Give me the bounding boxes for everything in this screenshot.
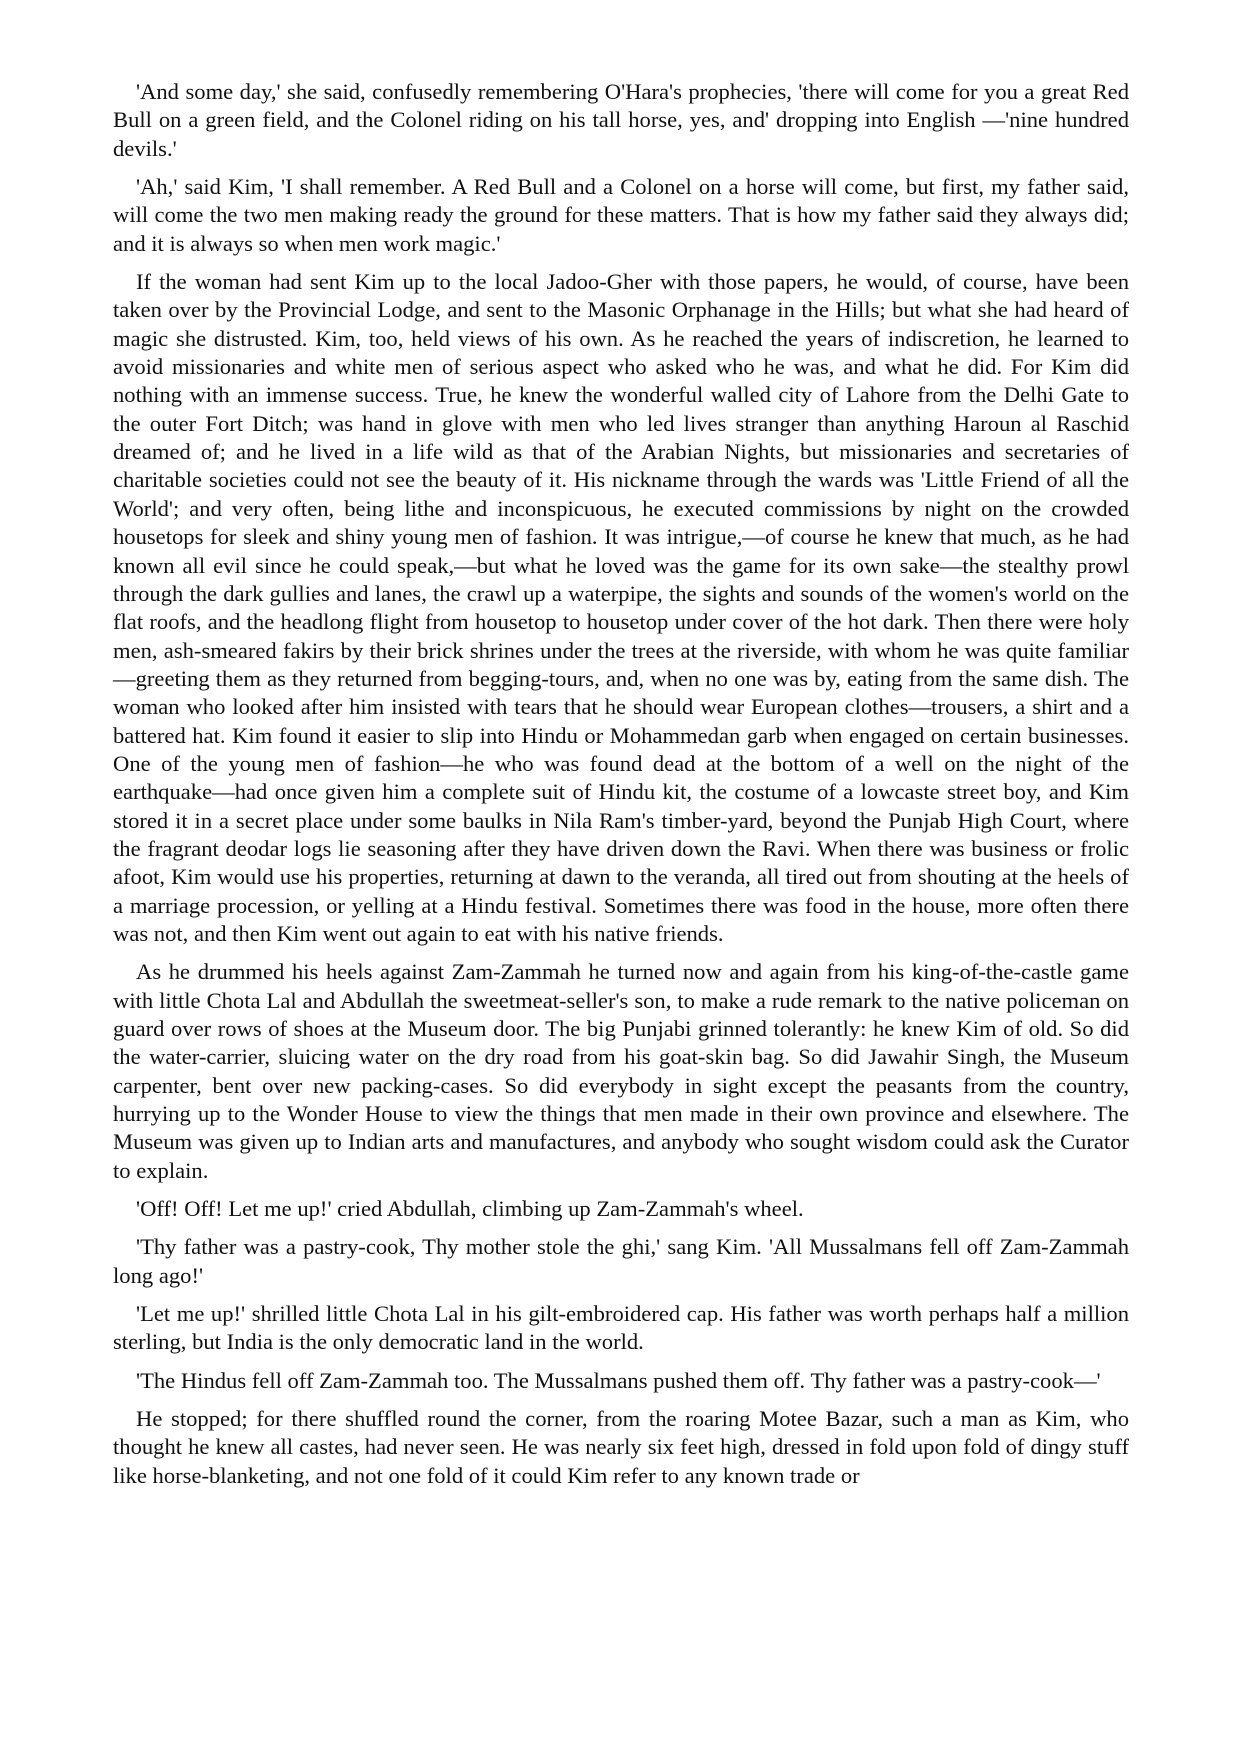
paragraph: He stopped; for there shuffled round the corner, from the roaring Motee Bazar, such a man as Kim, who thought he knew all castes, had never seen. He was nearly six feet high, dressed in fold upon fold of dingy stuff like horse-blanketing, and not one fold of it could Kim refer to any known trade or (113, 1406, 1129, 1488)
paragraph: If the woman had sent Kim up to the local Jadoo-Gher with those papers, he would, of course, have been taken over by the Provincial Lodge, and sent to the Masonic Orphanage in the Hills; but what she had heard of magic she distrusted. Kim, too, held views of his own. As he reached the years of indiscretion, he learned to avoid missionaries and white men of serious aspect who asked who he was, and what he did. For Kim did nothing with an immense success. True, he knew the wonderful walled city of Lahore from the Delhi Gate to the outer Fort Ditch; was hand in glove with men who led lives stranger than anything Haroun al Raschid dreamed of; and he lived in a life wild as that of the Arabian Nights, but missionaries and secretaries of charitable societies could not see the beauty of it. His nickname through the wards was 'Little Friend of all the World'; and very often, being lithe and inconspicuous, he executed commissions by night on the crowded housetops for sleek and shiny young men of fashion. It was intrigue,—of course he knew that much, as he had known all evil since he could speak,—but what he loved was the game for its own sake—the stealthy prowl through the dark gullies and lanes, the crawl up a waterpipe, the sights and sounds of the women's world on the flat roofs, and the headlong flight from housetop to housetop under cover of the hot dark. Then there were holy men, ash-smeared fakirs by their brick shrines under the trees at the riverside, with whom he was quite familiar—greeting them as they returned from begging-tours, and, when no one was by, eating from the same dish. The woman who looked after him insisted with tears that he should wear European clothes—trousers, a shirt and a battered hat. Kim found it easier to slip into Hindu or Mohammedan garb when engaged on certain businesses. One of the young men of fashion—he who was found dead at the bottom of a well on the night of the earthquake—had once given him a complete suit of Hindu kit, the costume of a lowcaste street boy, and Kim stored it in a secret place under some baulks in Nila Ram's timber-yard, beyond the Punjab High Court, where the fragrant deodar logs lie seasoning after they have driven down the Ravi. When there was business or frolic afoot, Kim would use his properties, returning at dawn to the veranda, all tired out from shouting at the heels of a marriage procession, or yelling at a Hindu festival. Sometimes there was food in the house, more often there was not, and then Kim went out again to eat with his native friends. (113, 269, 1129, 946)
paragraph: 'Off! Off! Let me up!' cried Abdullah, climbing up Zam-Zammah's wheel. (136, 1196, 804, 1222)
paragraph: 'Let me up!' shrilled little Chota Lal in his gilt-embroidered cap. His father was worth perhaps half a million sterling, but India is the only democratic land in the world. (113, 1301, 1129, 1355)
book-page (113, 78, 1129, 1490)
paragraph: 'And some day,' she said, confusedly remembering O'Hara's prophecies, 'there will come for you a great Red Bull on a green field, and the Colonel riding on his tall horse, yes, and' dropping into English —'nine hundred devils.' (113, 79, 1129, 161)
paragraph: 'Ah,' said Kim, 'I shall remember. A Red Bull and a Colonel on a horse will come, but first, my father said, will come the two men making ready the ground for these matters. That is how my father said they always did; and it is always so when men work magic.' (113, 174, 1129, 256)
paragraph: As he drummed his heels against Zam-Zammah he turned now and again from his king-of-the-castle game with little Chota Lal and Abdullah the sweetmeat-seller's son, to make a rude remark to the native policeman on guard over rows of shoes at the Museum door. The big Punjabi grinned tolerantly: he knew Kim of old. So did the water-carrier, sluicing water on the dry road from his goat-skin bag. So did Jawahir Singh, the Museum carpenter, bent over new packing-cases. So did everybody in sight except the peasants from the country, hurrying up to the Wonder House to view the things that men made in their own province and elsewhere. The Museum was given up to Indian arts and manufactures, and anybody who sought wisdom could ask the Curator to explain. (113, 959, 1129, 1183)
paragraph: 'The Hindus fell off Zam-Zammah too. The Mussalmans pushed them off. Thy father was a pastry-cook—' (136, 1367, 1101, 1393)
paragraph: 'Thy father was a pastry-cook, Thy mother stole the ghi,' sang Kim. 'All Mussalmans fell off Zam-Zammah long ago!' (113, 1234, 1129, 1288)
